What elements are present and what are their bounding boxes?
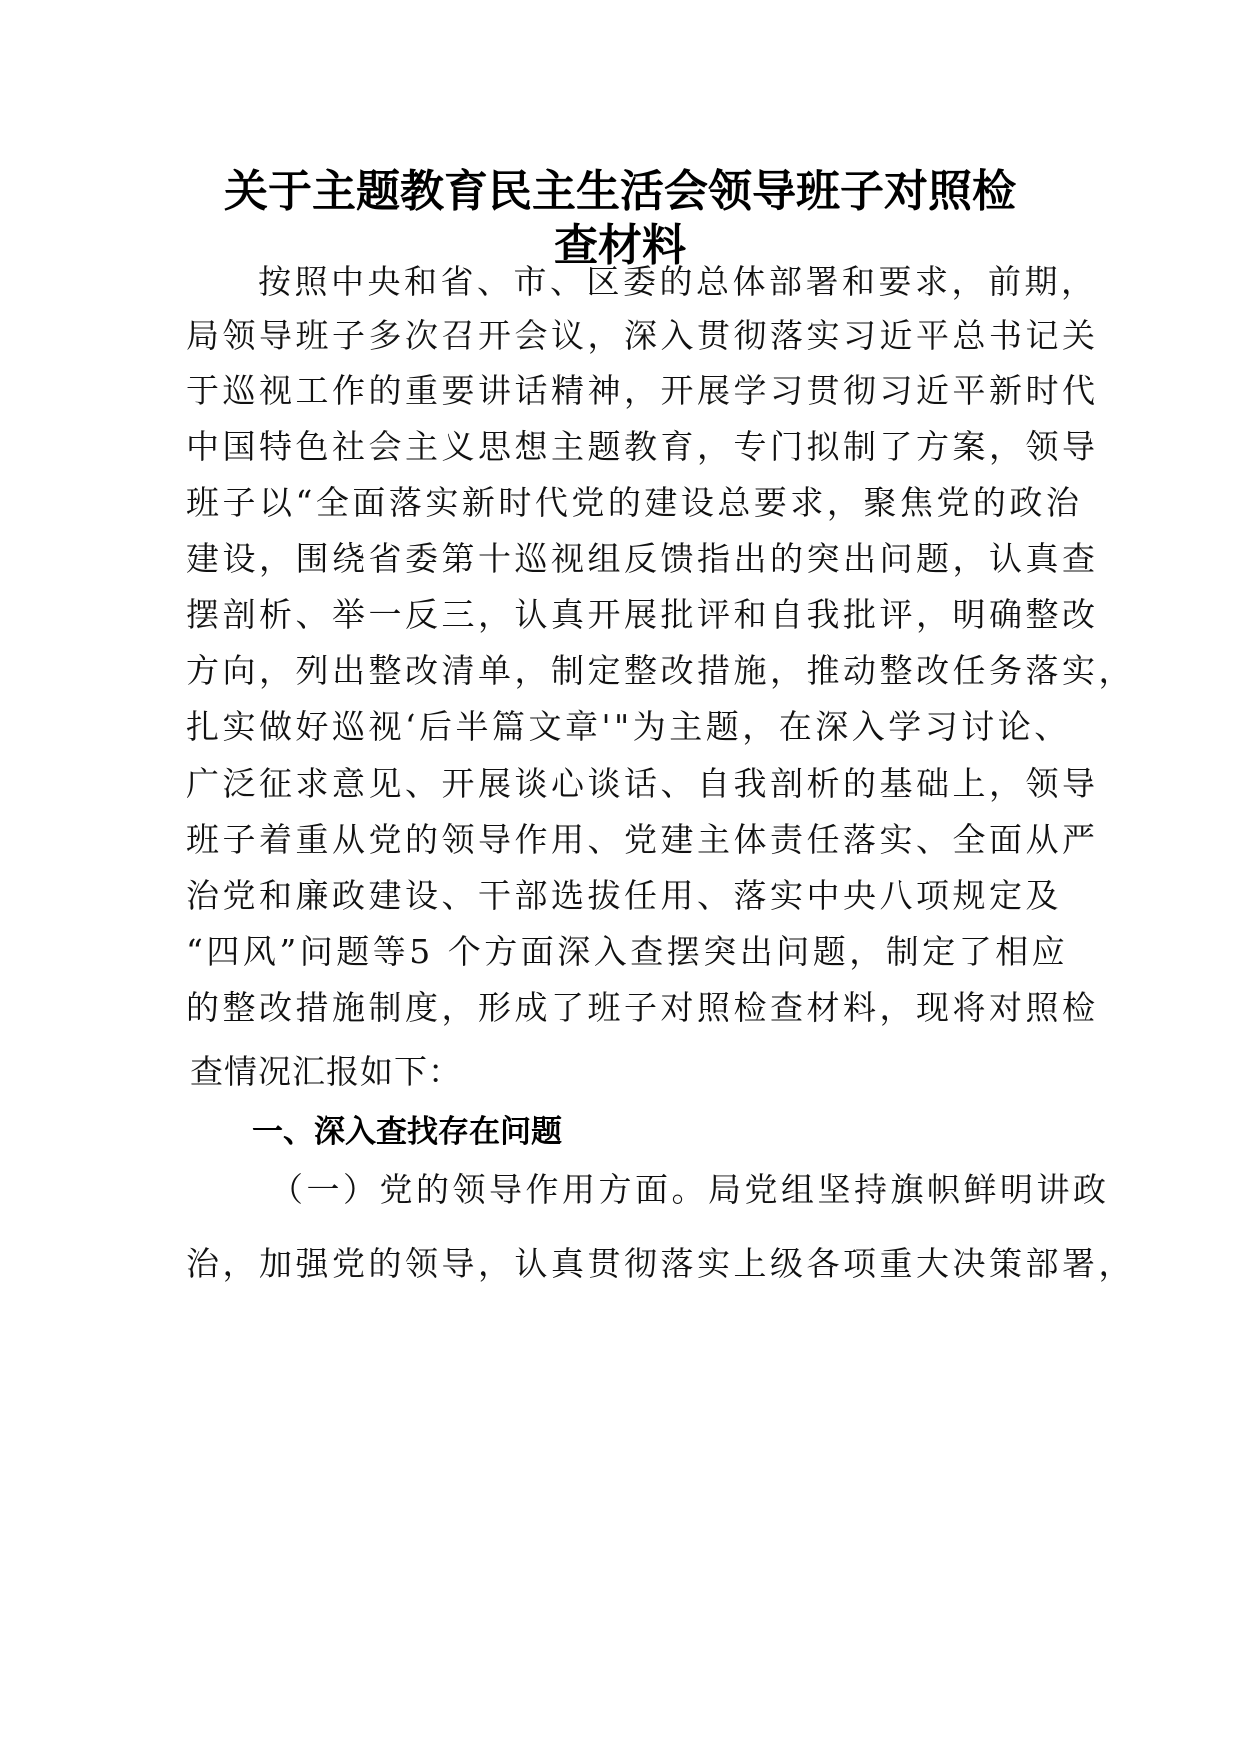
intro-line-11: 班子着重从党的领导作用、党建主体责任落实、全面从严 <box>186 820 1099 859</box>
intro-line-9: 扎实做好巡视‘后半篇文章'"为主题，在深入学习讨论、 <box>186 707 1071 746</box>
intro-line-12: 治党和廉政建设、干部选拔任用、落实中央八项规定及 <box>186 876 1062 915</box>
intro-line-5: 班子以“全面落实新时代党的建设总要求，聚焦党的政治 <box>186 483 1083 522</box>
section1-line-2: 治，加强党的领导，认真贯彻落实上级各项重大决策部署， <box>186 1244 1135 1283</box>
intro-line-10: 广泛征求意见、开展谈心谈话、自我剖析的基础上，领导 <box>186 764 1099 803</box>
intro-line-7: 摆剖析、举一反三，认真开展批评和自我批评，明确整改 <box>186 595 1099 634</box>
document-title-line-1: 关于主题教育民主生活会领导班子对照检 <box>224 166 1016 217</box>
intro-line-8: 方向，列出整改清单，制定整改措施，推动整改任务落实， <box>186 651 1135 690</box>
intro-line-14: 的整改措施制度，形成了班子对照检查材料，现将对照检 <box>186 988 1099 1027</box>
intro-line-6: 建设，围绕省委第十巡视组反馈指出的突出问题，认真查 <box>186 539 1099 578</box>
document-title-line-2: 查材料 <box>554 220 686 271</box>
section-heading-1: 一、深入查找存在问题 <box>252 1114 562 1150</box>
intro-line-13: “四风”问题等5 个方面深入查摆突出问题，制定了相应 <box>186 932 1069 971</box>
intro-line-4: 中国特色社会主义思想主题教育，专门拟制了方案，领导 <box>186 427 1099 466</box>
intro-line-15: 查情况汇报如下： <box>190 1052 462 1091</box>
intro-line-1: 按照中央和省、市、区委的总体部署和要求，前期， <box>258 262 1098 301</box>
intro-line-2: 局领导班子多次召开会议，深入贯彻落实习近平总书记关 <box>186 316 1099 355</box>
section1-line-1: （一）党的领导作用方面。局党组坚持旗帜鲜明讲政 <box>270 1170 1110 1209</box>
intro-line-3: 于巡视工作的重要讲话精神，开展学习贯彻习近平新时代 <box>186 371 1099 410</box>
